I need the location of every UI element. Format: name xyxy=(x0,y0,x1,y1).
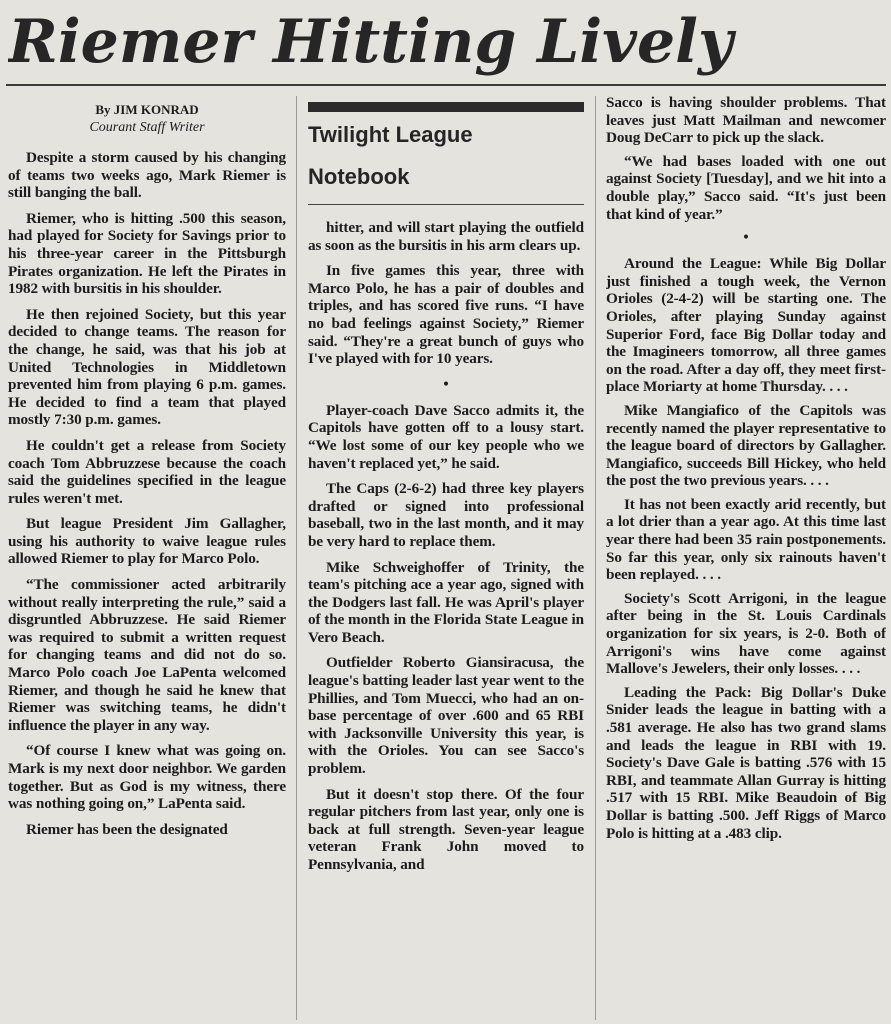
paragraph: He couldn't get a release from Society coach Tom Abbruzzese because the coach said the guidelines specified in the league rules weren't met. xyxy=(8,436,286,507)
column-divider xyxy=(595,96,596,1020)
paragraph: In five games this year, three with Marco Polo, he has a pair of doubles and triples, and has scored five runs. “I have no bad feelings against Society,” Riemer said. “They're a great bunch of guys who I've played with for 10 years. xyxy=(308,262,584,368)
paragraph: Sacco is having shoulder problems. That leaves just Matt Mailman and newcomer Doug DeCarr to pick up the slack. xyxy=(606,94,886,147)
kicker-line-2: Notebook xyxy=(308,164,410,189)
column-1 xyxy=(8,96,286,1020)
kicker-rule xyxy=(308,204,584,205)
section-bullet: • xyxy=(741,230,751,247)
column-3 xyxy=(606,94,886,1020)
paragraph: Outfielder Roberto Giansiracusa, the league's batting leader last year went to the Phillies, and Tom Muecci, who had an on-base percentage of over .600 and 65 RBI with Jacksonville University this year, is with the Orioles. You can see Sacco's problem. xyxy=(308,654,584,778)
paragraph: But league President Jim Gallagher, using his authority to waive league rules allowed Riemer to play for Marco Polo. xyxy=(8,515,286,568)
paragraph: Mike Schweighoffer of Trinity, the team's pitching ace a year ago, signed with the Dodgers last fall. He was April's player of the month in the Florida State League in Vero Beach. xyxy=(308,558,584,646)
paragraph: “The commissioner acted arbitrarily without really interpreting the rule,” said a disgruntled Abbruzzese. He said Riemer was required to submit a written request for changing teams and did not do so. Marco Polo coach Joe LaPenta welcomed Riemer, and though he said he knew that Riemer was switching teams, he didn't influence the player in any way. xyxy=(8,576,286,734)
section-bullet: • xyxy=(441,376,451,393)
paragraph: hitter, and will start playing the outfield as soon as the bursitis in his arm clears up. xyxy=(308,219,584,254)
kicker-bar xyxy=(308,102,584,112)
paragraph: “Of course I knew what was going on. Mark is my next door neighbor. We garden together. But as God is my witness, there was nothing going on,” LaPenta said. xyxy=(8,742,286,813)
paragraph: “We had bases loaded with one out against Society [Tuesday], and we hit into a double play,” Sacco said. “It's just been that kind of year.” xyxy=(606,152,886,223)
paragraph: It has not been exactly arid recently, but a lot drier than a year ago. At this time last year there had been 35 rain postponements. So far this year, only six rainouts haven't been replayed. . . . xyxy=(606,495,886,584)
paragraph: Riemer, who is hitting .500 this season, had played for Society for Savings prior to his three-year career in the Pittsburgh Pirates organization. He left the Pirates in 1982 with bursitis in his shoulder. xyxy=(8,209,286,298)
column-divider xyxy=(296,96,297,1020)
headline-rule xyxy=(6,84,886,86)
paragraph: Around the League: While Big Dollar just finished a tough week, the Vernon Orioles (2-4-2) will be starting one. The Orioles, after playing Sunday against Superior Ford, face Big Dollar today and the Imagineers tomorrow, all three games on the road. After a day off, they meet first-place Moriarty at home Thursday. . . . xyxy=(606,255,886,396)
paragraph: Society's Scott Arrigoni, in the league after being in the St. Louis Cardinals organization for six years, is 2-0. Both of Arrigoni's wins have come against Mallove's Jewelers, their only losses. . . . xyxy=(606,589,886,678)
byline-author: By JIM KONRAD xyxy=(95,102,199,117)
column-2 xyxy=(308,96,584,1020)
paragraph: He then rejoined Society, but this year decided to change teams. The reason for the change, he said, was that his job at United Technologies in Middletown prevented him from playing 6 p.m. games. He decided to find a team that played mostly 7:30 p.m. games. xyxy=(8,305,286,429)
paragraph: But it doesn't stop there. Of the four regular pitchers from last year, only one is back at full strength. Seven-year league veteran Frank John moved to Pennsylvania, and xyxy=(308,785,584,873)
kicker-line-1: Twilight League xyxy=(308,122,473,147)
headline: Riemer Hitting Lively xyxy=(8,7,733,77)
paragraph: Leading the Pack: Big Dollar's Duke Snider leads the league in batting with a .581 average. He also has two grand slams and leads the league in RBI with 19. Society's Dave Gale is batting .576 with 15 RBI, and teammate Allan Gurray is hitting .517 with 15 RBI. Mike Beaudoin of Big Dollar is batting .500. Jeff Riggs of Marco Polo is hitting at a .483 clip. xyxy=(606,683,886,842)
byline-title: Courant Staff Writer xyxy=(89,120,205,135)
paragraph: The Caps (2-6-2) had three key players drafted or signed into professional baseball, two in the last month, and it may be very hard to replace them. xyxy=(308,480,584,550)
paragraph: Riemer has been the designated xyxy=(26,820,228,838)
paragraph: Despite a storm caused by his changing of teams two weeks ago, Mark Riemer is still banging the ball. xyxy=(8,149,286,202)
paragraph: Mike Mangiafico of the Capitols was recently named the player representative to the league board of directors by Gallagher. Mangiafico, succeeds Bill Hickey, who held the post the two previous years. . . . xyxy=(606,401,886,490)
paragraph: Player-coach Dave Sacco admits it, the Capitols have gotten off to a lousy start. “We lost some of our key people who we haven't replaced yet,” he said. xyxy=(308,401,584,472)
